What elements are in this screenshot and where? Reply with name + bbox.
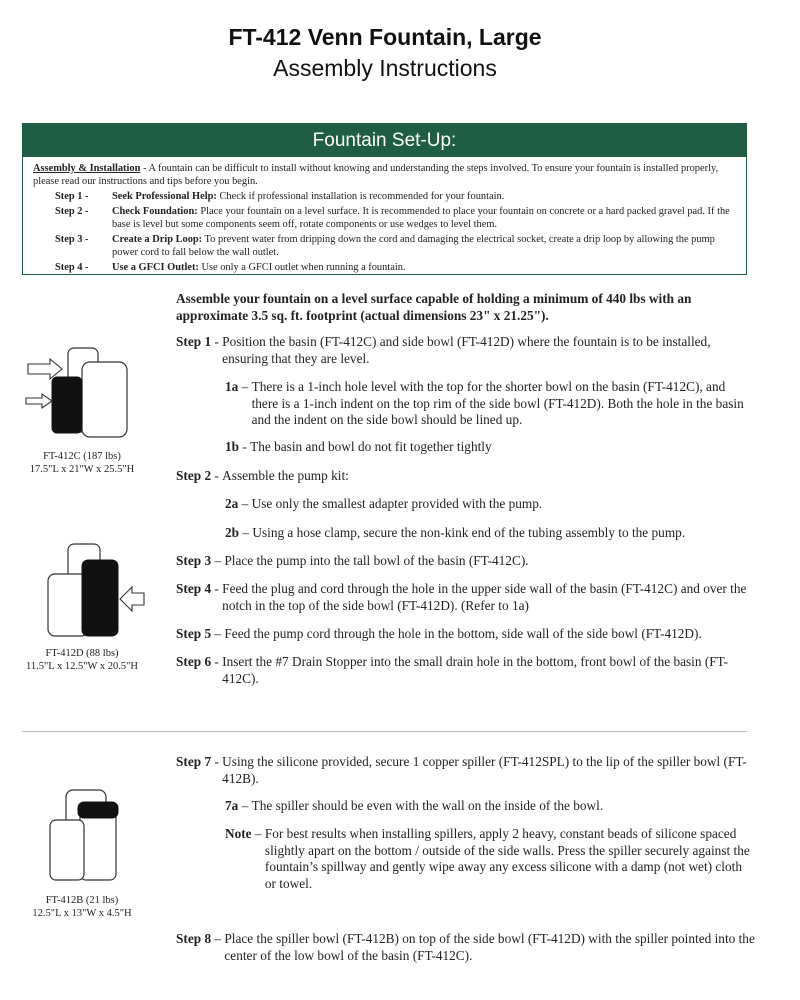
step-2b (225, 525, 753, 542)
setup-step-label: Seek Professional Help: (112, 191, 217, 202)
page-subtitle: Assembly Instructions (273, 55, 497, 81)
lead-paragraph: Assemble your fountain on a level surface capable of holding a minimum of 440 lbs with an approximate 3.5 sq. ft. footprint (actual dimensions 23" x 21.25"). (176, 291, 692, 323)
figure-caption (18, 450, 146, 476)
step-text: Feed the plug and cord through the hole in the upper side wall of the basin (FT-412C) and over the notch in the top of the side bowl (FT-412D). (Refer to 1a) (222, 581, 747, 613)
setup-step-text: Check if professional installation is recommended for your fountain. (216, 191, 505, 202)
figure-caption-name: FT-412B (21 lbs) (45, 895, 119, 906)
step-text: Place the spiller bowl (FT-412B) on top of the side bowl (FT-412D) with the spiller pointed into the center of the low bowl of the basin (FT-412C). (224, 931, 755, 963)
step-label: 7a (225, 798, 239, 813)
step-dash: – (211, 626, 225, 641)
setup-step-text: Use only a GFCI outlet when running a fountain. (198, 262, 406, 273)
setup-panel (22, 123, 747, 275)
arrow-left-icon (120, 587, 144, 611)
setup-step-text: Place your fountain on a level surface. It is recommended to place your fountain on concrete or a hard packed gravel pad. If the base is level but some components seem off, rotate components or use wedges to level them. (112, 206, 730, 230)
step-dash: - (211, 654, 223, 669)
figure-caption-name: FT-412C (187 lbs) (43, 451, 121, 462)
step-dash: – (239, 525, 253, 540)
step-7 (176, 754, 756, 787)
step-label: 1b (225, 439, 240, 454)
figure-ft-412d (22, 542, 152, 640)
figure-caption-dims: 12.5"L x 13"W x 4.5"H (32, 908, 132, 919)
step-8 (176, 931, 756, 964)
step-label: Step 7 (176, 754, 212, 769)
setup-step-label: Use a GFCI Outlet: (112, 262, 199, 273)
step-label: 1a (225, 379, 239, 394)
figure-caption-dims: 11.5"L x 12.5"W x 20.5"H (26, 661, 138, 672)
figure-caption (14, 647, 150, 673)
step-text: Insert the #7 Drain Stopper into the small drain hole in the bottom, front bowl of the basin (FT-412C). (222, 654, 728, 686)
step-label: Step 8 (176, 931, 212, 946)
figure-ft-412b (44, 786, 134, 882)
step-text: Using a hose clamp, secure the non-kink end of the tubing assembly to the pump. (252, 525, 686, 540)
step-label: Step 5 (176, 626, 212, 641)
step-7a (225, 798, 753, 815)
step-dash: - (211, 581, 223, 596)
step-text: Feed the pump cord through the hole in the bottom, side wall of the side bowl (FT-412D). (224, 626, 702, 641)
step-text: Place the pump into the tall bowl of the basin (FT-412C). (224, 553, 529, 568)
step-3 (176, 553, 756, 570)
step-6 (176, 654, 756, 687)
step-dash: - (211, 334, 223, 349)
figure-caption-name: FT-412D (88 lbs) (45, 648, 119, 659)
step-dash: - (211, 754, 223, 769)
setup-step (33, 205, 736, 231)
step-dash: - (239, 439, 251, 454)
arrow-right-icon (26, 394, 52, 408)
step-4 (176, 581, 756, 614)
setup-intro-text: - A fountain can be difficult to install without knowing and understanding the steps involved. To ensure your fountain is installed properly, please read our instructions and tips before you begin. (33, 163, 719, 187)
step-label: Step 2 (176, 468, 212, 483)
step-dash: – (211, 553, 225, 568)
setup-body (23, 157, 746, 274)
setup-intro (33, 162, 736, 188)
step-5 (176, 626, 756, 643)
section-divider (22, 731, 747, 732)
setup-step-label: Check Foundation: (112, 206, 198, 217)
setup-heading: Fountain Set-Up: (23, 124, 746, 157)
setup-intro-label: Assembly & Installation (33, 163, 141, 174)
step-label: Step 3 (176, 553, 212, 568)
step-label: Step 1 (176, 334, 212, 349)
step-dash: – (238, 798, 252, 813)
figure-ft-412c (22, 342, 142, 442)
step-text: Use only the smallest adapter provided with the pump. (251, 496, 543, 511)
step-label: Note (225, 826, 252, 841)
step-dash: - (211, 468, 223, 483)
step-text: Assemble the pump kit: (222, 468, 349, 483)
step-dash: – (251, 826, 265, 841)
step-dash: – (238, 379, 252, 394)
step-2a (225, 496, 753, 513)
step-1a (225, 379, 753, 429)
step-text: The spiller should be even with the wall on the inside of the bowl. (251, 798, 604, 813)
step-label: 2a (225, 496, 239, 511)
figure-caption-dims: 17.5"L x 21"W x 25.5"H (29, 464, 135, 475)
step-text: Using the silicone provided, secure 1 copper spiller (FT-412SPL) to the lip of the spiller bowl (FT-412B). (222, 754, 747, 786)
setup-step (33, 233, 736, 259)
step-label: Step 6 (176, 654, 212, 669)
step-text: For best results when installing spillers, apply 2 heavy, constant beads of silicone spaced slightly apart on the bottom / outside of the side walls. Press the spiller securely against the fountain’s spillway and gently wipe away any excess silicone with a damp (not wet) cloth or towel. (264, 826, 750, 891)
setup-step-number: Step 2 - (55, 206, 89, 217)
setup-step-number: Step 3 - (55, 234, 89, 245)
step-text: There is a 1-inch hole level with the top for the shorter bowl on the basin (FT-412C), and there is a 1-inch indent on the top rim of the side bowl (FT-412D). Both the hole in the basin and the indent on the side bowl should be lined up. (251, 379, 744, 427)
step-text: Position the basin (FT-412C) and side bowl (FT-412D) where the fountain is to be installed, ensuring that they are level. (222, 334, 711, 366)
step-1 (176, 334, 756, 367)
figure-caption (20, 894, 144, 920)
step-label: Step 4 (176, 581, 212, 596)
setup-step-text: To prevent water from dripping down the cord and damaging the electrical socket, create a drip loop by allowing the pump power cord to fall below the wall outlet. (112, 234, 715, 258)
setup-step-label: Create a Drip Loop: (112, 234, 203, 245)
step-label: 2b (225, 525, 240, 540)
setup-step (33, 190, 736, 203)
step-note (225, 826, 753, 892)
step-2 (176, 468, 756, 485)
step-dash: – (238, 496, 252, 511)
step-text: The basin and bowl do not fit together tightly (250, 439, 492, 454)
step-dash: – (211, 931, 225, 946)
setup-step (33, 261, 736, 274)
setup-step-number: Step 4 - (55, 262, 89, 273)
arrow-right-icon (28, 359, 62, 379)
page-title: FT-412 Venn Fountain, Large (228, 24, 542, 50)
step-1b (225, 439, 753, 456)
setup-step-number: Step 1 - (55, 191, 89, 202)
